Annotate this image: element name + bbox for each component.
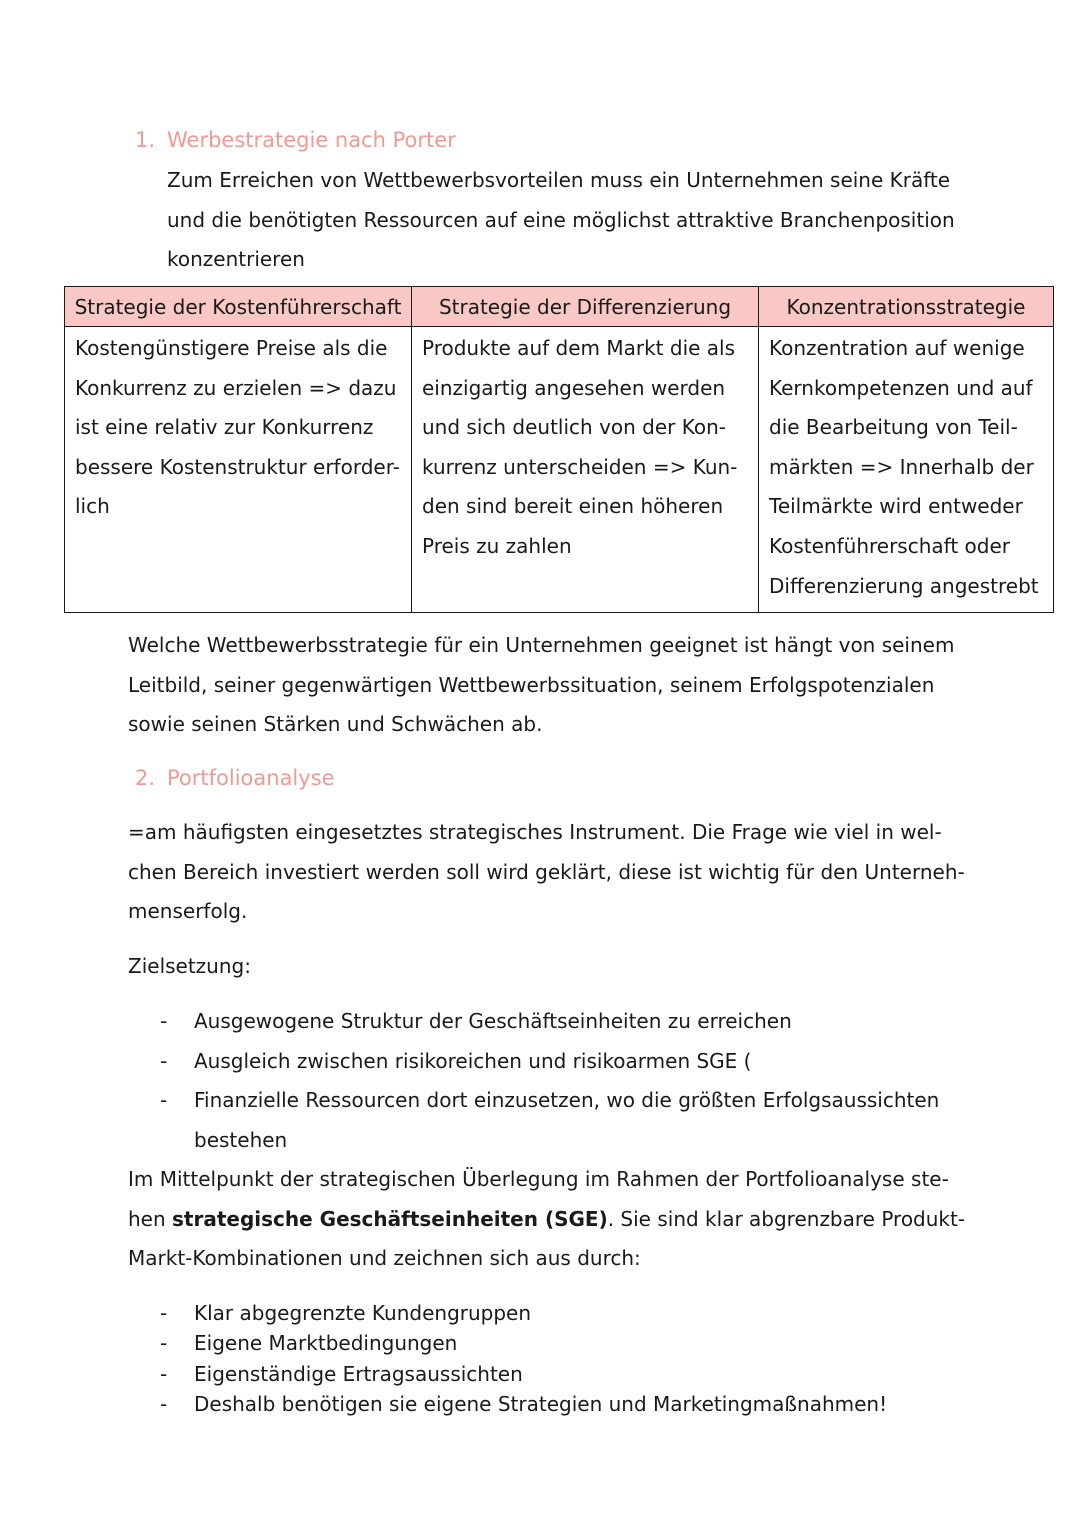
cell-line: einzigartig angesehen werden <box>422 375 726 400</box>
section-2-title: Portfolioanalyse <box>167 766 335 790</box>
list-item <box>160 1042 939 1082</box>
section-2-number: 2. <box>135 766 156 790</box>
cell-line: Kostengünstigere Preise als die <box>75 336 388 360</box>
cell-line: ist eine relativ zur Konkurrenz <box>75 415 374 440</box>
goal-text: - Ausgewogene Struktur der Geschäftseinheiten zu erreichen <box>194 1009 792 1033</box>
feature-text: - Klar abgegrenzte Kundengruppen <box>194 1301 532 1325</box>
sge-term: strategische Geschäftseinheiten (SGE) <box>172 1206 608 1231</box>
section-1-number: 1. <box>135 128 156 152</box>
feature-text: - Eigenständige Ertragsaussichten <box>194 1361 523 1386</box>
intro-line: Zum Erreichen von Wettbewerbsvorteilen muss ein Unternehmen seine Kräfte <box>167 168 951 192</box>
cell-line: lich <box>75 494 110 519</box>
summary-line: sowie seinen Stärken und Schwächen ab. <box>128 712 543 737</box>
cell-line: Differenzierung angestrebt <box>769 573 1039 598</box>
sge-text: . Sie sind klar abgrenzbare Produkt- <box>607 1206 966 1231</box>
goal-label-text: Zielsetzung: <box>128 954 251 978</box>
section-1-heading <box>135 128 456 152</box>
table-header-row <box>65 287 1054 327</box>
cell-line: Preis zu zahlen <box>422 533 572 558</box>
cell-differentiation <box>412 327 759 613</box>
goal-text: - Ausgleich zwischen risikoreichen und risikoarmen SGE ( <box>194 1048 752 1073</box>
goal-label <box>128 947 251 987</box>
cell-line: den sind bereit einen höheren <box>422 494 724 519</box>
cell-line: Produkte auf dem Markt die als <box>422 336 736 360</box>
feature-text: - Eigene Marktbedingungen <box>194 1331 458 1356</box>
goal-text: - Finanzielle Ressourcen dort einzusetzen, wo die größten Erfolgsaussichten <box>194 1088 940 1113</box>
cell-line: Kostenführerschaft oder <box>769 533 1010 558</box>
sge-line: Im Mittelpunkt der strategischen Überlegung im Rahmen der Portfolioanalyse ste- <box>128 1167 949 1191</box>
header-cost-leadership: Strategie der Kostenführerschaft <box>65 287 412 327</box>
list-item <box>160 1002 939 1042</box>
section-1-title: Werbestrategie nach Porter <box>167 128 456 152</box>
intro-line: konzentrieren <box>167 247 305 272</box>
section-2-heading <box>135 766 335 790</box>
cell-line: bessere Kostenstruktur erforder- <box>75 454 400 479</box>
goal-text: bestehen <box>194 1127 288 1152</box>
sge-paragraph <box>128 1160 965 1279</box>
list-item <box>160 1081 939 1160</box>
goals-list <box>160 1002 939 1160</box>
section-1-summary <box>128 626 954 745</box>
section-1-intro <box>167 161 955 280</box>
header-differentiation: Strategie der Differenzierung <box>412 287 759 327</box>
sge-line: Markt-Kombinationen und zeichnen sich aus durch: <box>128 1246 641 1271</box>
summary-line: Welche Wettbewerbsstrategie für ein Unternehmen geeignet ist hängt von seinem <box>128 633 955 657</box>
cell-line: Kernkompetenzen und auf <box>769 375 1033 400</box>
list-item <box>160 1389 887 1419</box>
porter-strategy-table <box>64 286 1054 613</box>
intro-line: und die benötigten Ressourcen auf eine möglichst attraktive Branchenposition <box>167 207 955 232</box>
sge-text: hen <box>128 1206 173 1231</box>
sge-line <box>128 1200 965 1240</box>
cell-concentration <box>759 327 1054 613</box>
section-2-definition <box>128 813 965 932</box>
definition-line: menserfolg. <box>128 899 248 924</box>
definition-line: chen Bereich investiert werden soll wird geklärt, diese ist wichtig für den Unterneh- <box>128 859 965 884</box>
list-item <box>160 1359 887 1389</box>
summary-line: Leitbild, seiner gegenwärtigen Wettbewerbssituation, seinem Erfolgspotenzialen <box>128 672 935 697</box>
header-concentration: Konzentrationsstrategie <box>759 287 1054 327</box>
definition-line: =am häufigsten eingesetztes strategisches Instrument. Die Frage wie viel in wel- <box>128 820 942 844</box>
list-item <box>160 1328 887 1358</box>
table-row <box>65 327 1054 613</box>
feature-text: - Deshalb benötigen sie eigene Strategien und Marketingmaßnahmen! <box>194 1392 888 1417</box>
cell-cost-leadership <box>65 327 412 613</box>
cell-line: die Bearbeitung von Teil- <box>769 415 1018 440</box>
sge-features-list <box>160 1298 887 1420</box>
cell-line: kurrenz unterscheiden => Kun- <box>422 454 738 479</box>
cell-line: Konkurrenz zu erzielen => dazu <box>75 375 397 400</box>
cell-line: märkten => Innerhalb der <box>769 454 1034 479</box>
list-item <box>160 1298 887 1328</box>
cell-line: Konzentration auf wenige <box>769 336 1025 360</box>
cell-line: und sich deutlich von der Kon- <box>422 415 727 440</box>
cell-line: Teilmärkte wird entweder <box>769 494 1023 519</box>
